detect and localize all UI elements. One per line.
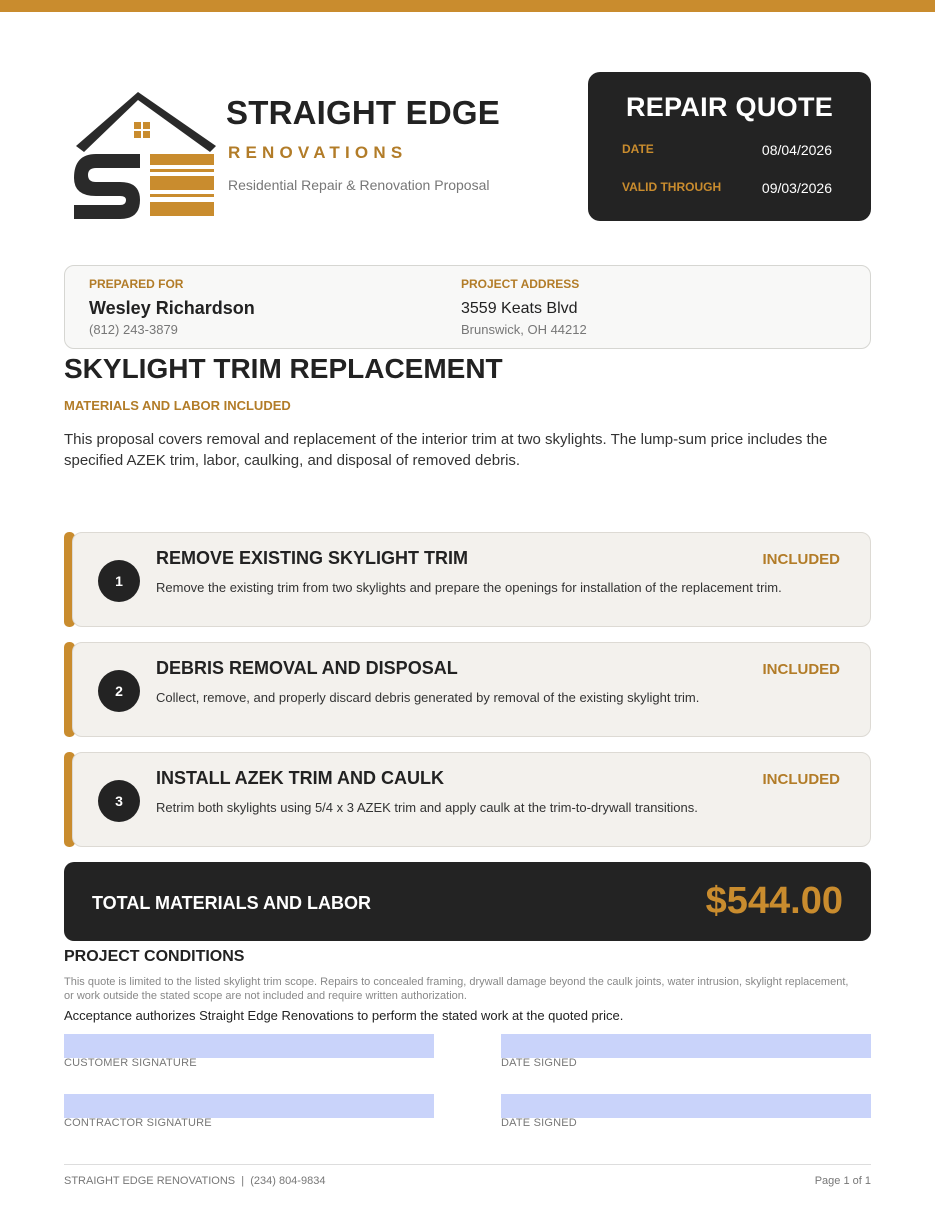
line-item (64, 752, 871, 847)
contractor-signature-field[interactable] (64, 1094, 434, 1118)
item-number-badge: 3 (98, 780, 140, 822)
item-title: REMOVE EXISTING SKYLIGHT TRIM (156, 548, 469, 568)
footer-divider (64, 1164, 871, 1165)
footer-company-info: STRAIGHT EDGE RENOVATIONS | (234) 804-9834 (64, 1175, 326, 1187)
item-description: Collect, remove, and properly discard debris generated by removal of the existing skylight trim. (156, 690, 700, 705)
item-card (72, 752, 871, 847)
contractor-date-field[interactable] (501, 1094, 871, 1118)
valid-through-value: 09/03/2026 (761, 180, 832, 196)
prepared-for-label: PREPARED FOR (89, 277, 184, 291)
valid-through-label: VALID THROUGH (622, 180, 722, 194)
item-title: INSTALL AZEK TRIM AND CAULK (156, 768, 444, 788)
item-status: INCLUDED (762, 661, 840, 678)
client-phone: (812) 243-3879 (89, 322, 178, 337)
item-title: DEBRIS REMOVAL AND DISPOSAL (156, 658, 458, 678)
top-accent-bar (0, 0, 935, 12)
conditions-text: This quote is limited to the listed skylight trim scope. Repairs to concealed framing, drywall damage beyond the caulk joints, water intrusion, skylight replacement, or work outside the stated scope are not included and require written authorization. (64, 976, 849, 1002)
company-tagline: Residential Repair & Renovation Proposal (228, 177, 490, 193)
project-title: SKYLIGHT TRIM REPLACEMENT (64, 353, 503, 384)
total-box (64, 862, 871, 941)
client-info-card (64, 265, 871, 349)
date-label: DATE (622, 142, 654, 156)
item-description: Retrim both skylights using 5/4 x 3 AZEK trim and apply caulk at the trim-to-drywall transitions. (156, 800, 698, 815)
project-description: This proposal covers removal and replacement of the interior trim at two skylights. The lump-sum price includes the specified AZEK trim, labor, caulking, and disposal of removed debris. (64, 431, 828, 469)
client-name: Wesley Richardson (89, 298, 255, 318)
line-item (64, 642, 871, 737)
customer-signature-label: CUSTOMER SIGNATURE (64, 1057, 197, 1069)
customer-date-field[interactable] (501, 1034, 871, 1058)
company-name: STRAIGHT EDGE (226, 94, 500, 131)
line-item (64, 532, 871, 627)
page-number: Page 1 of 1 (814, 1175, 871, 1187)
item-status: INCLUDED (762, 771, 840, 788)
contractor-signature-label: CONTRACTOR SIGNATURE (64, 1117, 212, 1129)
total-label: TOTAL MATERIALS AND LABOR (92, 893, 371, 913)
address-street: 3559 Keats Blvd (461, 300, 578, 317)
item-description: Remove the existing trim from two skylights and prepare the openings for installation of the replacement trim. (156, 580, 782, 595)
item-number-badge: 2 (98, 670, 140, 712)
conditions-title: PROJECT CONDITIONS (64, 948, 245, 965)
item-card (72, 642, 871, 737)
total-value: $544.00 (705, 880, 843, 922)
project-address-label: PROJECT ADDRESS (461, 277, 580, 291)
date-value: 08/04/2026 (761, 142, 832, 158)
quote-summary-box (588, 72, 871, 221)
company-subtitle: RENOVATIONS (228, 143, 408, 162)
customer-date-label: DATE SIGNED (501, 1057, 577, 1069)
item-number-badge: 1 (98, 560, 140, 602)
contractor-date-label: DATE SIGNED (501, 1117, 577, 1129)
item-status: INCLUDED (762, 551, 840, 568)
project-subtitle: MATERIALS AND LABOR INCLUDED (64, 398, 291, 413)
item-card (72, 532, 871, 627)
acceptance-text: Acceptance authorizes Straight Edge Renovations to perform the stated work at the quoted price. (64, 1008, 624, 1023)
customer-signature-field[interactable] (64, 1034, 434, 1058)
company-logo-icon (70, 90, 216, 222)
quote-title: REPAIR QUOTE (625, 92, 834, 122)
address-city: Brunswick, OH 44212 (461, 322, 587, 337)
